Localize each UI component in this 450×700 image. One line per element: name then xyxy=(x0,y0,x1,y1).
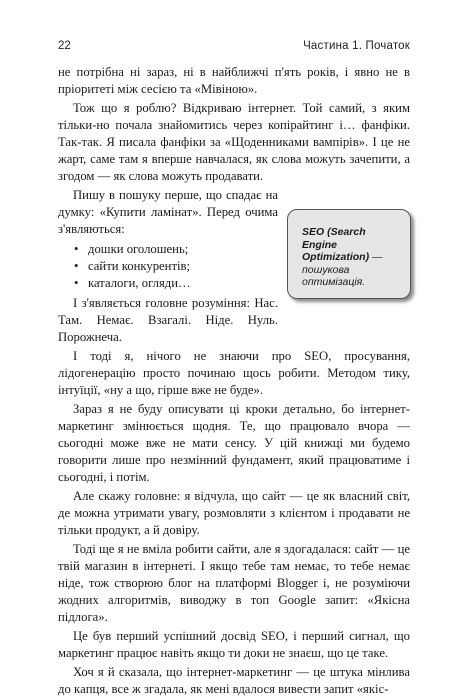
paragraph: Хоч я й сказала, що інтернет-маркетинг — це штука мінлива до кaпця, все ж згадала, як мені вдалося вивести запит «якіс- xyxy=(58,665,410,696)
page-number: 22 xyxy=(58,40,71,52)
paragraph: Це був перший успішний досвід SEO, і перший сигнал, що маркетинг працює навіть якщо ти доки не знаєш, що це таке. xyxy=(58,629,410,660)
list-item: • каталоги, огляди… xyxy=(74,275,410,292)
paragraph: Зараз я не буду описувати ці кроки детально, бо інтернет-маркетинг змінюється щодня. Те, що працювало вчора — сьогодні може вже не мати сенсу. У цій книжці ми будемо говорити лише про незмінний фундамент, який працюватиме і сьогодні, і потім. xyxy=(58,402,410,484)
sidebar-definition: — пошукова оптимізація. xyxy=(302,251,383,288)
sidebar-term: SEO (Search Engine Optimization) xyxy=(302,226,370,263)
paragraph: І тоді я, нічого не знаючи про SEO, просування, лідогенерацію просто починаю щось робити. Методом тику, інтуїції, «ну а що, гірше вже не буде». xyxy=(58,349,410,397)
paragraph: Тож що я роблю? Відкриваю інтернет. Той самий, з яким тільки-но почала знайомитись через копірайтинг і… фанфіки. Так-так. Я писала фанфіки за «Щоденниками вампірів». І це не жарт, саме там я вперше навчалася, як слова можуть зачепити, а згодом — як слова можуть продавати. xyxy=(58,101,410,183)
paragraph: не потрібна ні зараз, ні в найближчі п'ять років, і явно не в пріоритеті між сесією та «Мівіною». xyxy=(58,65,410,96)
body-text xyxy=(58,64,410,700)
paragraph: І з'являється головне розуміння: Нас. Там. Немає. Взагалі. Ніде. Нуль. Порожнеча. xyxy=(58,296,278,344)
page-header xyxy=(58,40,410,56)
definition-sidebar xyxy=(287,209,411,299)
paragraph: Але скажу головне: я відчула, що сайт — це як власний світ, де можна утримати увагу, розмовляти з клієнтом і продавати не тільки продукт, а й довіру. xyxy=(58,489,410,537)
paragraph: Пишу в пошуку перше, що спадає на думку: «Купити ламінат». Перед очима з'являються: xyxy=(58,188,278,236)
list-item: • сайти конкурентів; xyxy=(74,258,410,275)
running-title: Частина 1. Початок xyxy=(303,40,410,52)
paragraph: Тоді ще я не вміла робити сайти, але я здогадалася: сайт — це твій магазин в інтернеті. І якщо тебе там немає, то тебе немає ніде, тож створюю блог на платформі Blogger і, не розуміючи жодних алгоритмів, виводжу в топ Google запит: «Якісна підлога». xyxy=(58,542,410,624)
list-item: • дошки оголошень; xyxy=(74,241,410,258)
